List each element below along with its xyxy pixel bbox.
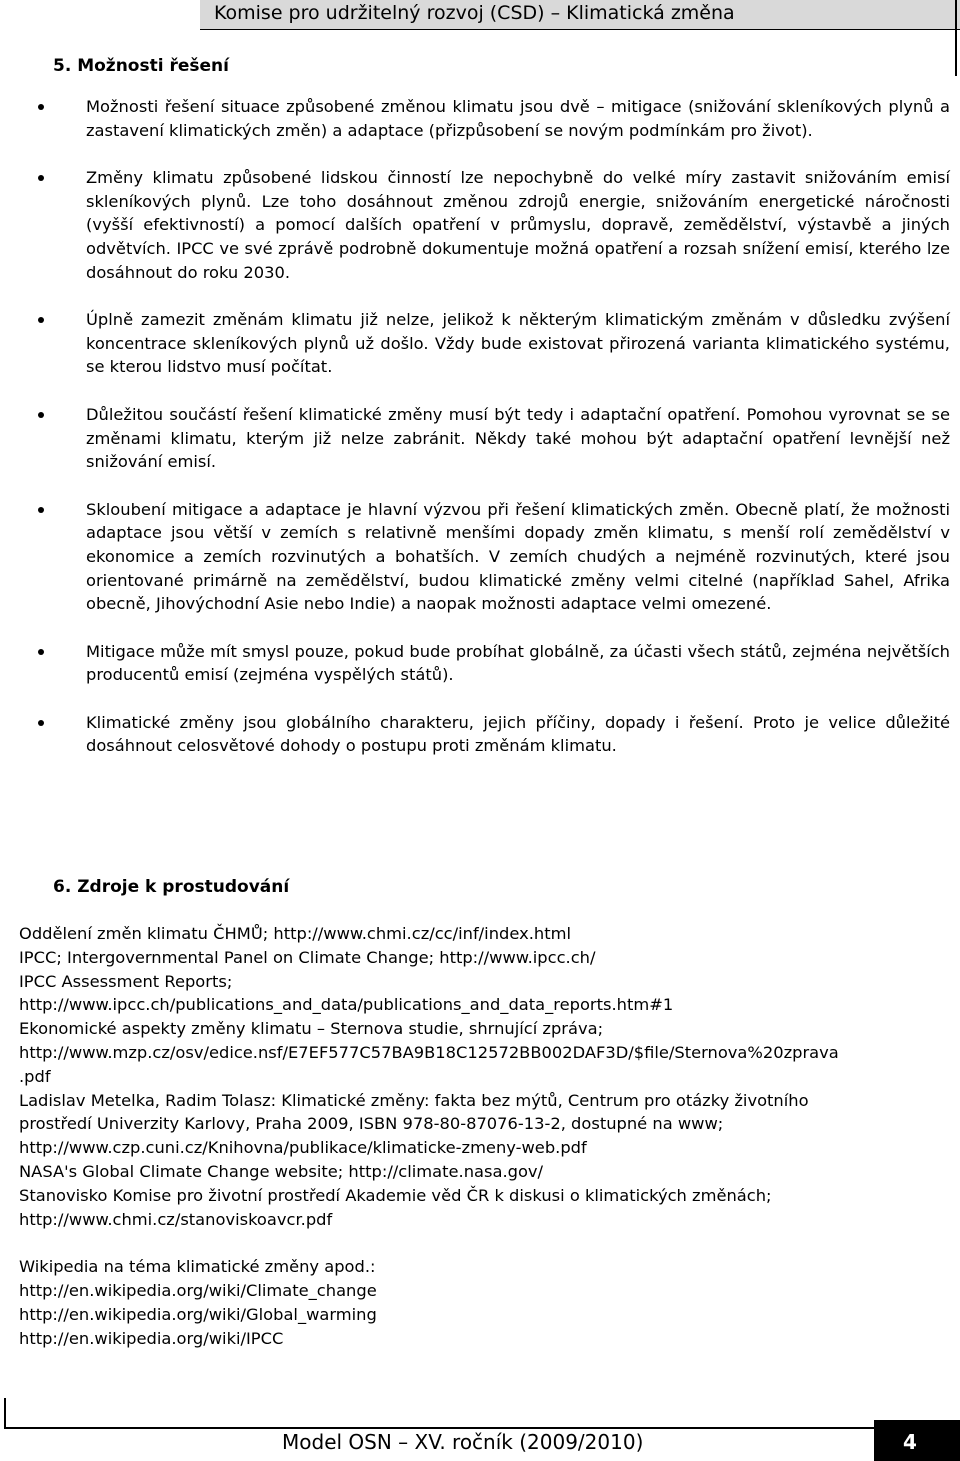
- source-line: NASA's Global Climate Change website; http://climate.nasa.gov/: [19, 1161, 544, 1181]
- bullet-dot: [38, 412, 44, 418]
- source-line: Stanovisko Komise pro životní prostředí Akademie věd ČR k diskusi o klimatických změnách;: [19, 1185, 772, 1205]
- bullet-dot: [38, 104, 44, 110]
- source-line: http://www.czp.cuni.cz/Knihovna/publikace/klimaticke-zmeny-web.pdf: [19, 1138, 587, 1158]
- bullet-item: [38, 166, 950, 284]
- bullet-dot: [38, 175, 44, 181]
- source-line: .pdf: [19, 1066, 51, 1086]
- header-title: Komise pro udržitelný rozvoj (CSD) – Klimatická změna: [214, 2, 735, 24]
- spacer: [19, 1231, 954, 1255]
- source-line: Ekonomické aspekty změny klimatu – Sternova studie, shrnující zpráva;: [19, 1019, 604, 1039]
- source-line: IPCC Assessment Reports;: [19, 971, 233, 991]
- footer-text: Model OSN – XV. ročník (2009/2010): [282, 1430, 644, 1454]
- header-vertical-rule: [955, 0, 957, 76]
- sources-list: [19, 922, 954, 1351]
- bullet-dot: [38, 720, 44, 726]
- wiki-heading: Wikipedia na téma klimatické změny apod.:: [19, 1257, 376, 1277]
- bullet-item: [38, 403, 950, 474]
- bullet-item: [38, 308, 950, 379]
- page-number: 4: [903, 1430, 917, 1454]
- bullet-text: Skloubení mitigace a adaptace je hlavní výzvou při řešení klimatických změn. Obecně platí, že možnosti adaptace jsou větší v zemích s relativně menšími dopady změn klimatu, s menší rolí zemědělství v ekonomice a zemích rozvinutých a bohatších. V zemích chudých a nejméně rozvinutých, které jsou orientované primárně na zemědělství, budou klimatické změny velmi citelné (například Sahel, Afrika obecně, Jihovýchodní Asie nebo Indie) a naopak možnosti adaptace velmi omezené.: [86, 499, 950, 614]
- bullet-text: Důležitou součástí řešení klimatické změny musí být tedy i adaptační opatření. Pomohou vyrovnat se se změnami klimatu, kterým již nelze zabránit. Někdy také mohou být adaptační opatření levnější než snižování emisí.: [86, 404, 950, 472]
- bullet-dot: [38, 507, 44, 513]
- source-line: IPCC; Intergovernmental Panel on Climate Change; http://www.ipcc.ch/: [19, 947, 596, 967]
- source-line: http://www.mzp.cz/osv/edice.nsf/E7EF577C57BA9B18C12572BB002DAF3D/$file/Sternova%20zprava: [19, 1042, 839, 1062]
- source-line: http://www.ipcc.ch/publications_and_data/publications_and_data_reports.htm#1: [19, 995, 674, 1015]
- bullet-item: [38, 95, 950, 142]
- wiki-link: http://en.wikipedia.org/wiki/Global_warming: [19, 1304, 377, 1324]
- section-5-bullet-list: [38, 95, 950, 782]
- source-line: Ladislav Metelka, Radim Tolasz: Klimatické změny: fakta bez mýtů, Centrum pro otázky životního: [19, 1090, 809, 1110]
- footer-horizontal-rule: [4, 1427, 874, 1429]
- bullet-text: Mitigace může mít smysl pouze, pokud bude probíhat globálně, za účasti všech států, zejména největších producentů emisí (zejména vyspělých států).: [86, 641, 950, 685]
- bullet-text: Možnosti řešení situace způsobené změnou klimatu jsou dvě – mitigace (snižování skleníkových plynů a zastavení klimatických změn) a adaptace (přizpůsobení se novým podmínkám pro život).: [86, 97, 950, 140]
- bullet-text: Změny klimatu způsobené lidskou činností lze nepochybně do velké míry zastavit snižováním emisí skleníkových plynů. Lze toho dosáhnout změnou zdrojů energie, snižováním energetické náročnosti (vyšší efektivností) a pomocí dalších opatření v průmyslu, dopravě, zemědělství, výstavbě a jiných odvětvích. IPCC ve své zprávě podrobně dokumentuje možná opatření a rozsah snížení emisí, kterého lze dosáhnout do roku 2030.: [86, 168, 950, 282]
- wiki-link: http://en.wikipedia.org/wiki/IPCC: [19, 1328, 284, 1348]
- footer-vertical-rule: [4, 1398, 6, 1428]
- source-line: prostředí Univerzity Karlovy, Praha 2009, ISBN 978-80-87076-13-2, dostupné na www;: [19, 1114, 724, 1134]
- source-line: http://www.chmi.cz/stanoviskoavcr.pdf: [19, 1209, 333, 1229]
- bullet-item: [38, 711, 950, 758]
- bullet-item: [38, 640, 950, 687]
- bullet-item: [38, 498, 950, 616]
- bullet-dot: [38, 649, 44, 655]
- source-line: Oddělení změn klimatu ČHMŮ; http://www.chmi.cz/cc/inf/index.html: [19, 924, 571, 943]
- page-number-box: [874, 1420, 960, 1461]
- bullet-dot: [38, 317, 44, 323]
- section-5-title: 5. Možnosti řešení: [53, 56, 229, 76]
- bullet-text: Klimatické změny jsou globálního charakteru, jejich příčiny, dopady i řešení. Proto je velice důležité dosáhnout celosvětové dohody o postupu proti změnám klimatu.: [86, 712, 950, 756]
- wiki-link: http://en.wikipedia.org/wiki/Climate_change: [19, 1281, 377, 1301]
- section-6-title: 6. Zdroje k prostudování: [53, 877, 290, 897]
- bullet-text: Úplně zamezit změnám klimatu již nelze, jelikož k některým klimatickým změnám v důsledku zvýšení koncentrace skleníkových plynů už došlo. Vždy bude existovat přirozená varianta klimatického systému, se kterou lidstvo musí počítat.: [86, 310, 950, 377]
